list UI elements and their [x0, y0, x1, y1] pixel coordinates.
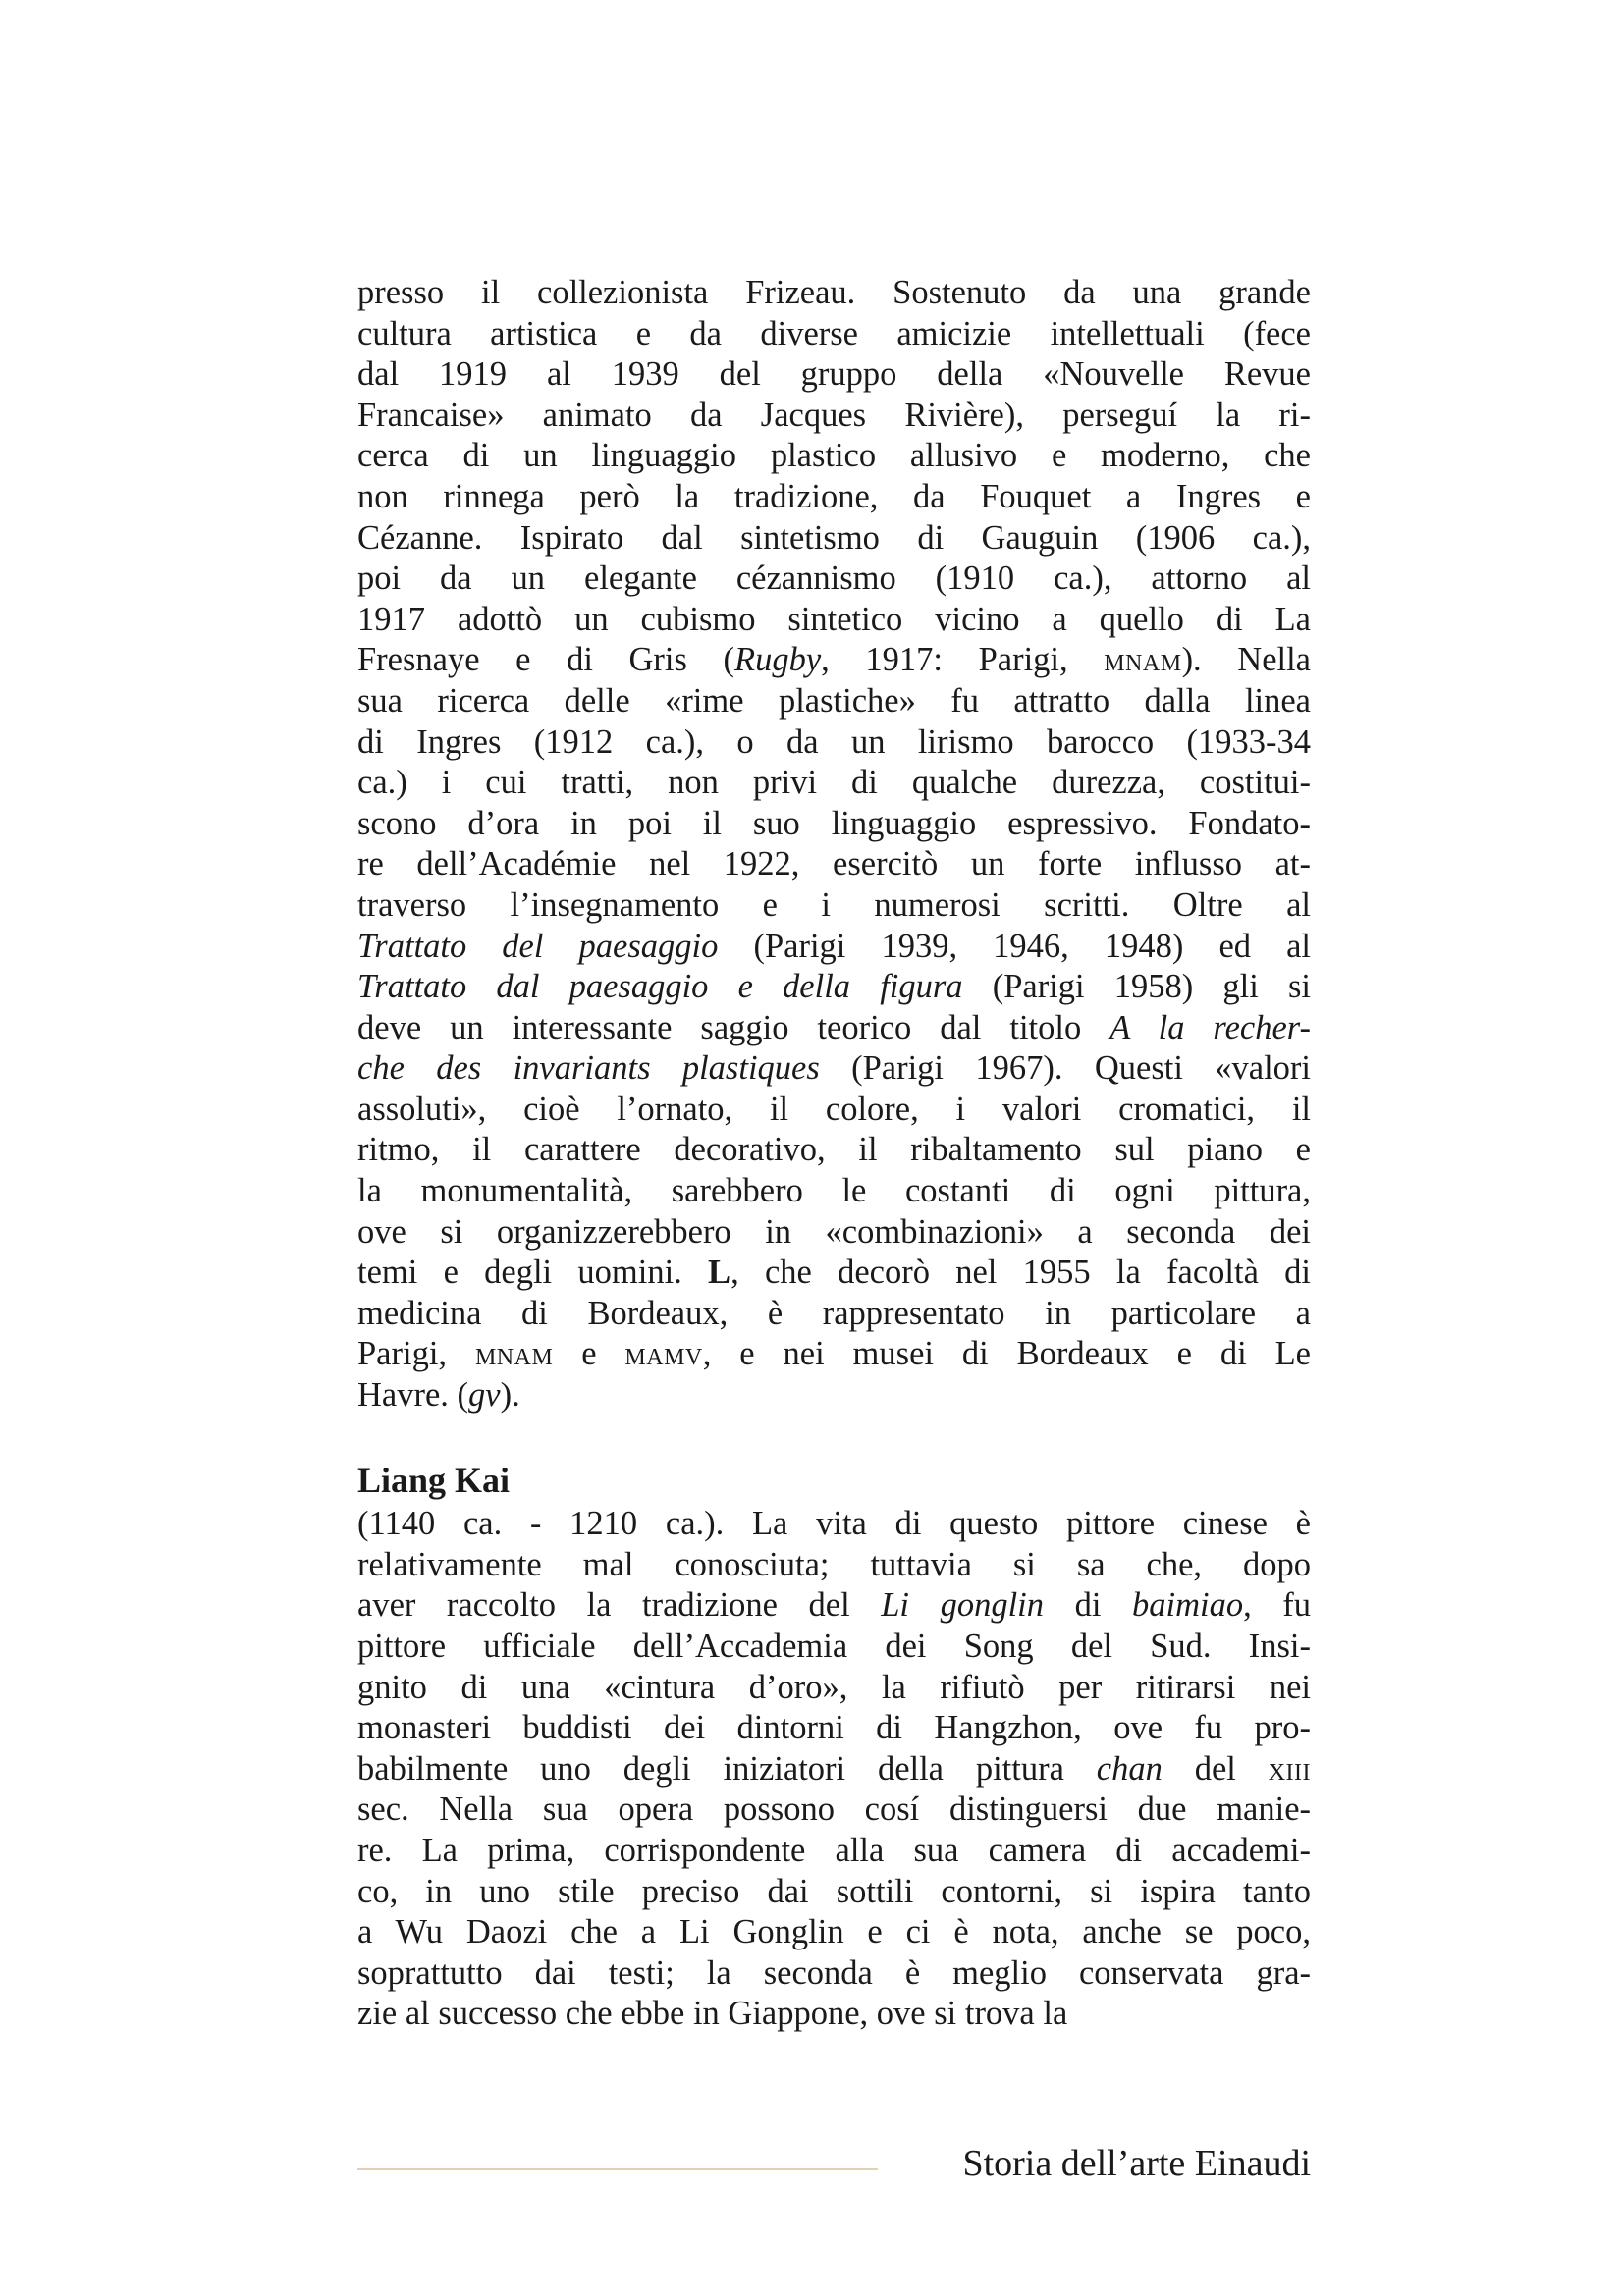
text-line — [357, 1253, 1311, 1294]
italic-text: gv — [468, 1376, 501, 1415]
text-line — [357, 927, 1311, 968]
italic-text: che des invariants plastiques — [357, 1049, 820, 1088]
text-run: cerca di un linguaggio plastico allusivo e moderno, che — [357, 437, 1311, 475]
text-line — [357, 1008, 1311, 1049]
text-line — [357, 1090, 1311, 1131]
text-run: Fresnaye e di Gris ( — [357, 641, 735, 679]
small-caps-text: xiii — [1268, 1749, 1312, 1788]
text-line — [357, 1789, 1311, 1831]
text-run: deve un interessante saggio teorico dal titolo — [357, 1008, 1110, 1046]
text-run: e — [553, 1335, 625, 1373]
entry-separator — [357, 1416, 1311, 1458]
text-line — [357, 1294, 1311, 1335]
text-line — [357, 1994, 1311, 2035]
text-line — [357, 722, 1311, 764]
text-run: aver raccolto la tradizione del — [357, 1586, 882, 1625]
text-run: babilmente uno degli iniziatori della pittura — [357, 1749, 1097, 1788]
text-line — [357, 844, 1311, 885]
text-run: poi da un elegante cézannismo (1910 ca.), attorno al — [357, 560, 1311, 598]
text-run: (Parigi 1958) gli si — [962, 968, 1311, 1006]
text-run: di Ingres (1912 ca.), o da un lirismo barocco (1933-34 — [357, 722, 1311, 761]
text-run: , 1917: Parigi, — [821, 641, 1105, 679]
text-run: soprattutto dai testi; la seconda è meglio conservata gra- — [357, 1953, 1311, 1992]
italic-text: chan — [1096, 1749, 1163, 1788]
text-line — [357, 396, 1311, 437]
text-line — [357, 1708, 1311, 1749]
text-line — [357, 477, 1311, 518]
text-run: , e nei musei di Bordeaux e di Le — [702, 1335, 1311, 1373]
text-run: (Parigi 1939, 1946, 1948) ed al — [718, 927, 1311, 965]
text-line — [357, 1831, 1311, 1872]
text-run: a Wu Daozi che a Li Gonglin e ci è nota, anche se poco, — [357, 1913, 1311, 1951]
text-line — [357, 1212, 1311, 1254]
italic-text: Rugby — [734, 641, 822, 679]
text-line — [357, 600, 1311, 641]
text-run: zie al successo che ebbe in Giappone, ove si trova la — [357, 1995, 1068, 2033]
text-run: non rinnega però la tradizione, da Fouquet a Ingres e — [357, 477, 1311, 515]
text-run: sec. Nella sua opera possono cosí distinguersi due manie- — [357, 1790, 1311, 1829]
text-line — [357, 1953, 1311, 1995]
text-run: scono d’ora in poi il suo linguaggio espressivo. Fondato- — [357, 804, 1311, 842]
text-run: sua ricerca delle «rime plastiche» fu attratto dalla linea — [357, 681, 1311, 720]
italic-text: Trattato del paesaggio — [357, 927, 719, 965]
text-run: temi e degli uomini. — [357, 1254, 709, 1292]
text-run: medicina di Bordeaux, è rappresentato in particolare a — [357, 1294, 1311, 1332]
text-run: ). Nella — [1181, 641, 1311, 679]
text-line — [357, 640, 1311, 681]
italic-text: A la recher- — [1109, 1008, 1311, 1046]
text-run: del — [1162, 1749, 1269, 1788]
entry-continuation — [357, 273, 1311, 1416]
italic-text: Trattato dal paesaggio e della figura — [357, 968, 963, 1006]
text-run: ritmo, il carattere decorativo, il ribaltamento sul piano e — [357, 1131, 1311, 1169]
text-line — [357, 1627, 1311, 1668]
text-run: ove si organizzerebbero in «combinazioni» a seconda dei — [357, 1212, 1311, 1251]
text-line — [357, 1048, 1311, 1090]
text-line — [357, 1749, 1311, 1790]
text-line — [357, 314, 1311, 355]
text-run: Havre. ( — [357, 1376, 469, 1415]
text-line — [357, 354, 1311, 396]
text-run: 1917 adottò un cubismo sintetico vicino a quello di La — [357, 600, 1311, 638]
text-line — [357, 763, 1311, 804]
text-line — [357, 681, 1311, 722]
italic-text: baimiao — [1131, 1586, 1244, 1625]
text-run: assoluti», cioè l’ornato, il colore, i valori cromatici, il — [357, 1090, 1311, 1128]
text-run: Parigi, — [357, 1335, 475, 1373]
text-line — [357, 1545, 1311, 1586]
text-run: monasteri buddisti dei dintorni di Hangzhon, ove fu pro- — [357, 1709, 1311, 1747]
text-line — [357, 1585, 1311, 1627]
small-caps-text: mnam — [1104, 641, 1182, 679]
text-run: relativamente mal conosciuta; tuttavia si sa che, dopo — [357, 1545, 1311, 1583]
text-column — [357, 273, 1311, 2035]
text-line — [357, 1504, 1311, 1545]
text-run: Cézanne. Ispirato dal sintetismo di Gauguin (1906 ca.), — [357, 518, 1311, 557]
footer-rule — [357, 2168, 878, 2170]
text-line — [357, 1171, 1311, 1212]
bold-text: L — [708, 1254, 731, 1292]
text-line — [357, 436, 1311, 477]
text-line — [357, 273, 1311, 314]
text-run: pittore ufficiale dell’Accademia dei Song del Sud. Insi- — [357, 1628, 1311, 1665]
text-line — [357, 1130, 1311, 1171]
entry-heading: Liang Kai — [357, 1461, 511, 1501]
text-run: , fu — [1243, 1586, 1312, 1625]
text-run: dal 1919 al 1939 del gruppo della «Nouvelle Revue — [357, 355, 1311, 394]
text-run: di — [1044, 1586, 1132, 1625]
small-caps-text: mamv — [624, 1335, 703, 1373]
text-run: ca.) i cui tratti, non privi di qualche durezza, costitui- — [357, 764, 1311, 802]
text-run: re. La prima, corrispondente alla sua camera di accademi- — [357, 1831, 1311, 1869]
text-line — [357, 1375, 1311, 1416]
small-caps-text: mnam — [474, 1335, 554, 1373]
text-run: presso il collezionista Frizeau. Sostenuto da una grande — [357, 274, 1311, 311]
footer-title: Storia dell’arte Einaudi — [962, 2143, 1311, 2184]
text-line — [357, 518, 1311, 560]
text-run: traverso l’insegnamento e i numerosi scritti. Oltre al — [357, 885, 1311, 924]
text-line — [357, 804, 1311, 845]
text-run: cultura artistica e da diverse amicizie intellettuali (fece — [357, 314, 1311, 352]
text-line — [357, 559, 1311, 600]
text-run: co, in uno stile preciso dai sottili contorni, si ispira tanto — [357, 1872, 1311, 1910]
text-run: , che decorò nel 1955 la facoltà di — [730, 1254, 1311, 1292]
text-line — [357, 1668, 1311, 1709]
text-run: (Parigi 1967). Questi «valori — [819, 1049, 1311, 1088]
text-line — [357, 967, 1311, 1008]
text-line — [357, 1872, 1311, 1913]
text-run: (1140 ca. - 1210 ca.). La vita di questo pittore cinese è — [357, 1505, 1311, 1543]
text-line — [357, 1334, 1311, 1375]
text-run: la monumentalità, sarebbero le costanti di ogni pittura, — [357, 1172, 1311, 1210]
text-run: Francaise» animato da Jacques Rivière), perseguí la ri- — [357, 396, 1311, 434]
text-line — [357, 885, 1311, 927]
entry-body — [357, 1504, 1311, 2035]
text-line — [357, 1912, 1311, 1953]
text-run: ). — [500, 1376, 520, 1415]
text-run: gnito di una «cintura d’oro», la rifiutò per ritirarsi nei — [357, 1668, 1311, 1706]
italic-text: Li gonglin — [881, 1586, 1045, 1625]
text-run: re dell’Académie nel 1922, esercitò un forte influsso at- — [357, 845, 1311, 883]
